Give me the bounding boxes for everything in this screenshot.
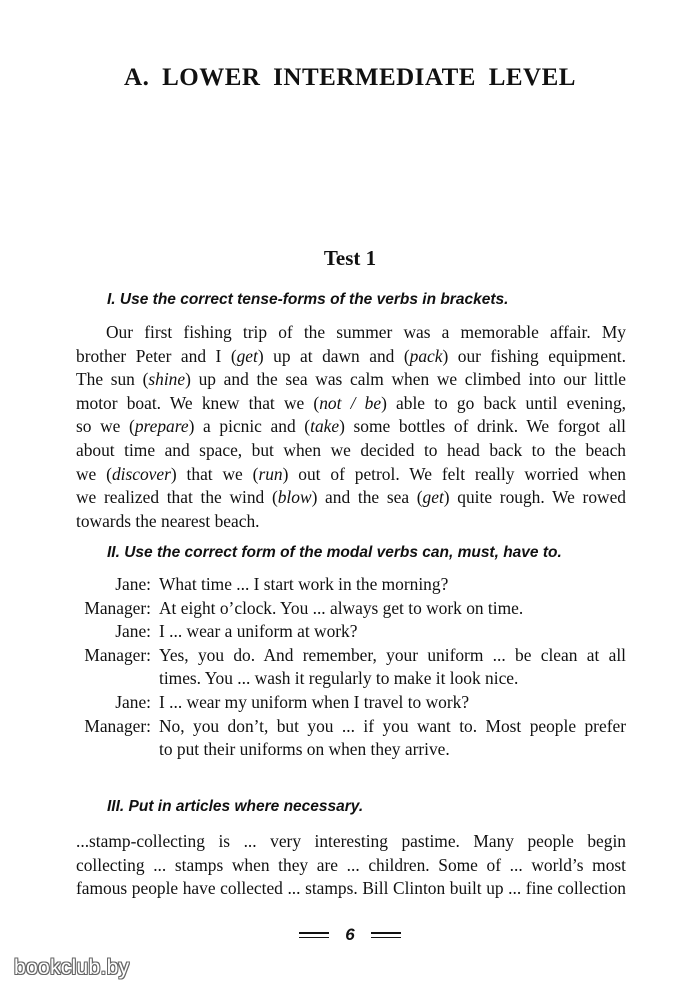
- task1-line: [76, 463, 626, 487]
- text-segment: ) that we (: [170, 463, 259, 484]
- text-segment: motor boat. We knew that we (: [76, 392, 320, 413]
- task1-line: [76, 392, 626, 416]
- dialogue-speaker: Jane:: [115, 574, 151, 594]
- task3-paragraph: [76, 830, 626, 901]
- task1-line: [76, 321, 626, 345]
- verb-in-brackets: shine: [148, 369, 186, 390]
- text-segment: ) out of petrol. We felt really worried when: [282, 463, 626, 484]
- verb-in-brackets: run: [258, 463, 283, 484]
- verb-in-brackets: get: [236, 345, 258, 366]
- task1-line: [76, 439, 626, 463]
- dialogue-speaker: Manager:: [84, 644, 151, 665]
- watermark-logo: bookclub.by: [14, 956, 130, 979]
- dialogue-speaker: Manager:: [84, 715, 151, 736]
- level-title: A. LOWER INTERMEDIATE LEVEL: [124, 64, 576, 91]
- dialogue-speaker: Manager:: [84, 597, 151, 618]
- verb-in-brackets: pack: [409, 345, 443, 366]
- verb-in-brackets: get: [422, 487, 444, 508]
- dialogue-speaker: Jane:: [115, 621, 151, 642]
- text-segment: ) able to go back until evening,: [381, 392, 627, 413]
- task3-line: ...stamp-collecting is ... very interesting pastime. Many people begin: [76, 831, 626, 851]
- task1-paragraph: [76, 321, 626, 533]
- task1-line: [76, 510, 626, 534]
- dialogue-speech: At eight o’clock. You ... always get to work on time.: [159, 597, 524, 618]
- dialogue-line: [76, 597, 626, 621]
- text-segment: so we (: [76, 416, 135, 437]
- task3-heading: III. Put in articles where necessary.: [107, 798, 364, 815]
- task3-line: famous people have collected ... stamps. Bill Clinton built up ... fine collection: [76, 878, 626, 899]
- dialogue-speech: Yes, you do. And remember, your uniform ... be clean at all times. You ... wash it regularly to make it look nice.: [159, 644, 626, 689]
- text-segment: ) quite rough. We rowed: [443, 487, 626, 508]
- text-segment: ) up at dawn and (: [257, 345, 410, 366]
- text-segment: we realized that the wind (: [76, 487, 278, 508]
- task2-dialogue: [76, 573, 626, 762]
- task1-line: [76, 345, 626, 369]
- verb-in-brackets: not / be: [319, 392, 382, 413]
- dialogue-line: [76, 691, 626, 715]
- text-segment: ) our fishing equipment.: [442, 345, 626, 366]
- dialogue-line: [76, 620, 626, 644]
- page-footer: [0, 925, 700, 945]
- text-segment: Our first fishing trip of the summer was a memorable affair. My: [106, 322, 626, 342]
- text-segment: we (: [76, 463, 112, 484]
- dialogue-speech: No, you don’t, but you ... if you want to. Most people prefer to put their uniforms on when they arrive.: [159, 715, 626, 760]
- dialogue-line: [76, 573, 626, 597]
- task1-line: [76, 486, 626, 510]
- task3-line: collecting ... stamps when they are ... children. Some of ... world’s most: [76, 854, 626, 875]
- verb-in-brackets: take: [310, 416, 340, 437]
- verb-in-brackets: prepare: [134, 416, 189, 437]
- footer-rule-left: [299, 932, 329, 938]
- verb-in-brackets: discover: [111, 463, 171, 484]
- text-segment: ) a picnic and (: [188, 416, 311, 437]
- task1-line: [76, 368, 626, 392]
- dialogue-speaker: Jane:: [115, 691, 151, 712]
- text-segment: ) up and the sea was calm when we climbed into our little: [185, 369, 626, 390]
- verb-in-brackets: blow: [277, 487, 312, 508]
- page-number: 6: [345, 925, 355, 944]
- text-segment: towards the nearest beach.: [76, 510, 260, 531]
- text-segment: ) some bottles of drink. We forgot all: [339, 416, 627, 437]
- dialogue-speech: I ... wear a uniform at work?: [159, 621, 358, 642]
- text-segment: brother Peter and I (: [76, 345, 237, 366]
- text-segment: The sun (: [76, 369, 149, 390]
- task1-line: [76, 415, 626, 439]
- text-segment: about time and space, but when we decided to head back to the beach: [76, 439, 626, 460]
- footer-rule-right: [371, 932, 401, 938]
- dialogue-speech: What time ... I start work in the morning?: [159, 574, 449, 594]
- task1-heading: I. Use the correct tense-forms of the verbs in brackets.: [107, 291, 509, 308]
- dialogue-speech: I ... wear my uniform when I travel to work?: [159, 691, 470, 712]
- test-title: Test 1: [323, 246, 377, 270]
- task2-heading: II. Use the correct form of the modal verbs can, must, have to.: [107, 544, 562, 561]
- text-segment: ) and the sea (: [311, 487, 423, 508]
- dialogue-line: [76, 644, 626, 691]
- dialogue-line: [76, 715, 626, 762]
